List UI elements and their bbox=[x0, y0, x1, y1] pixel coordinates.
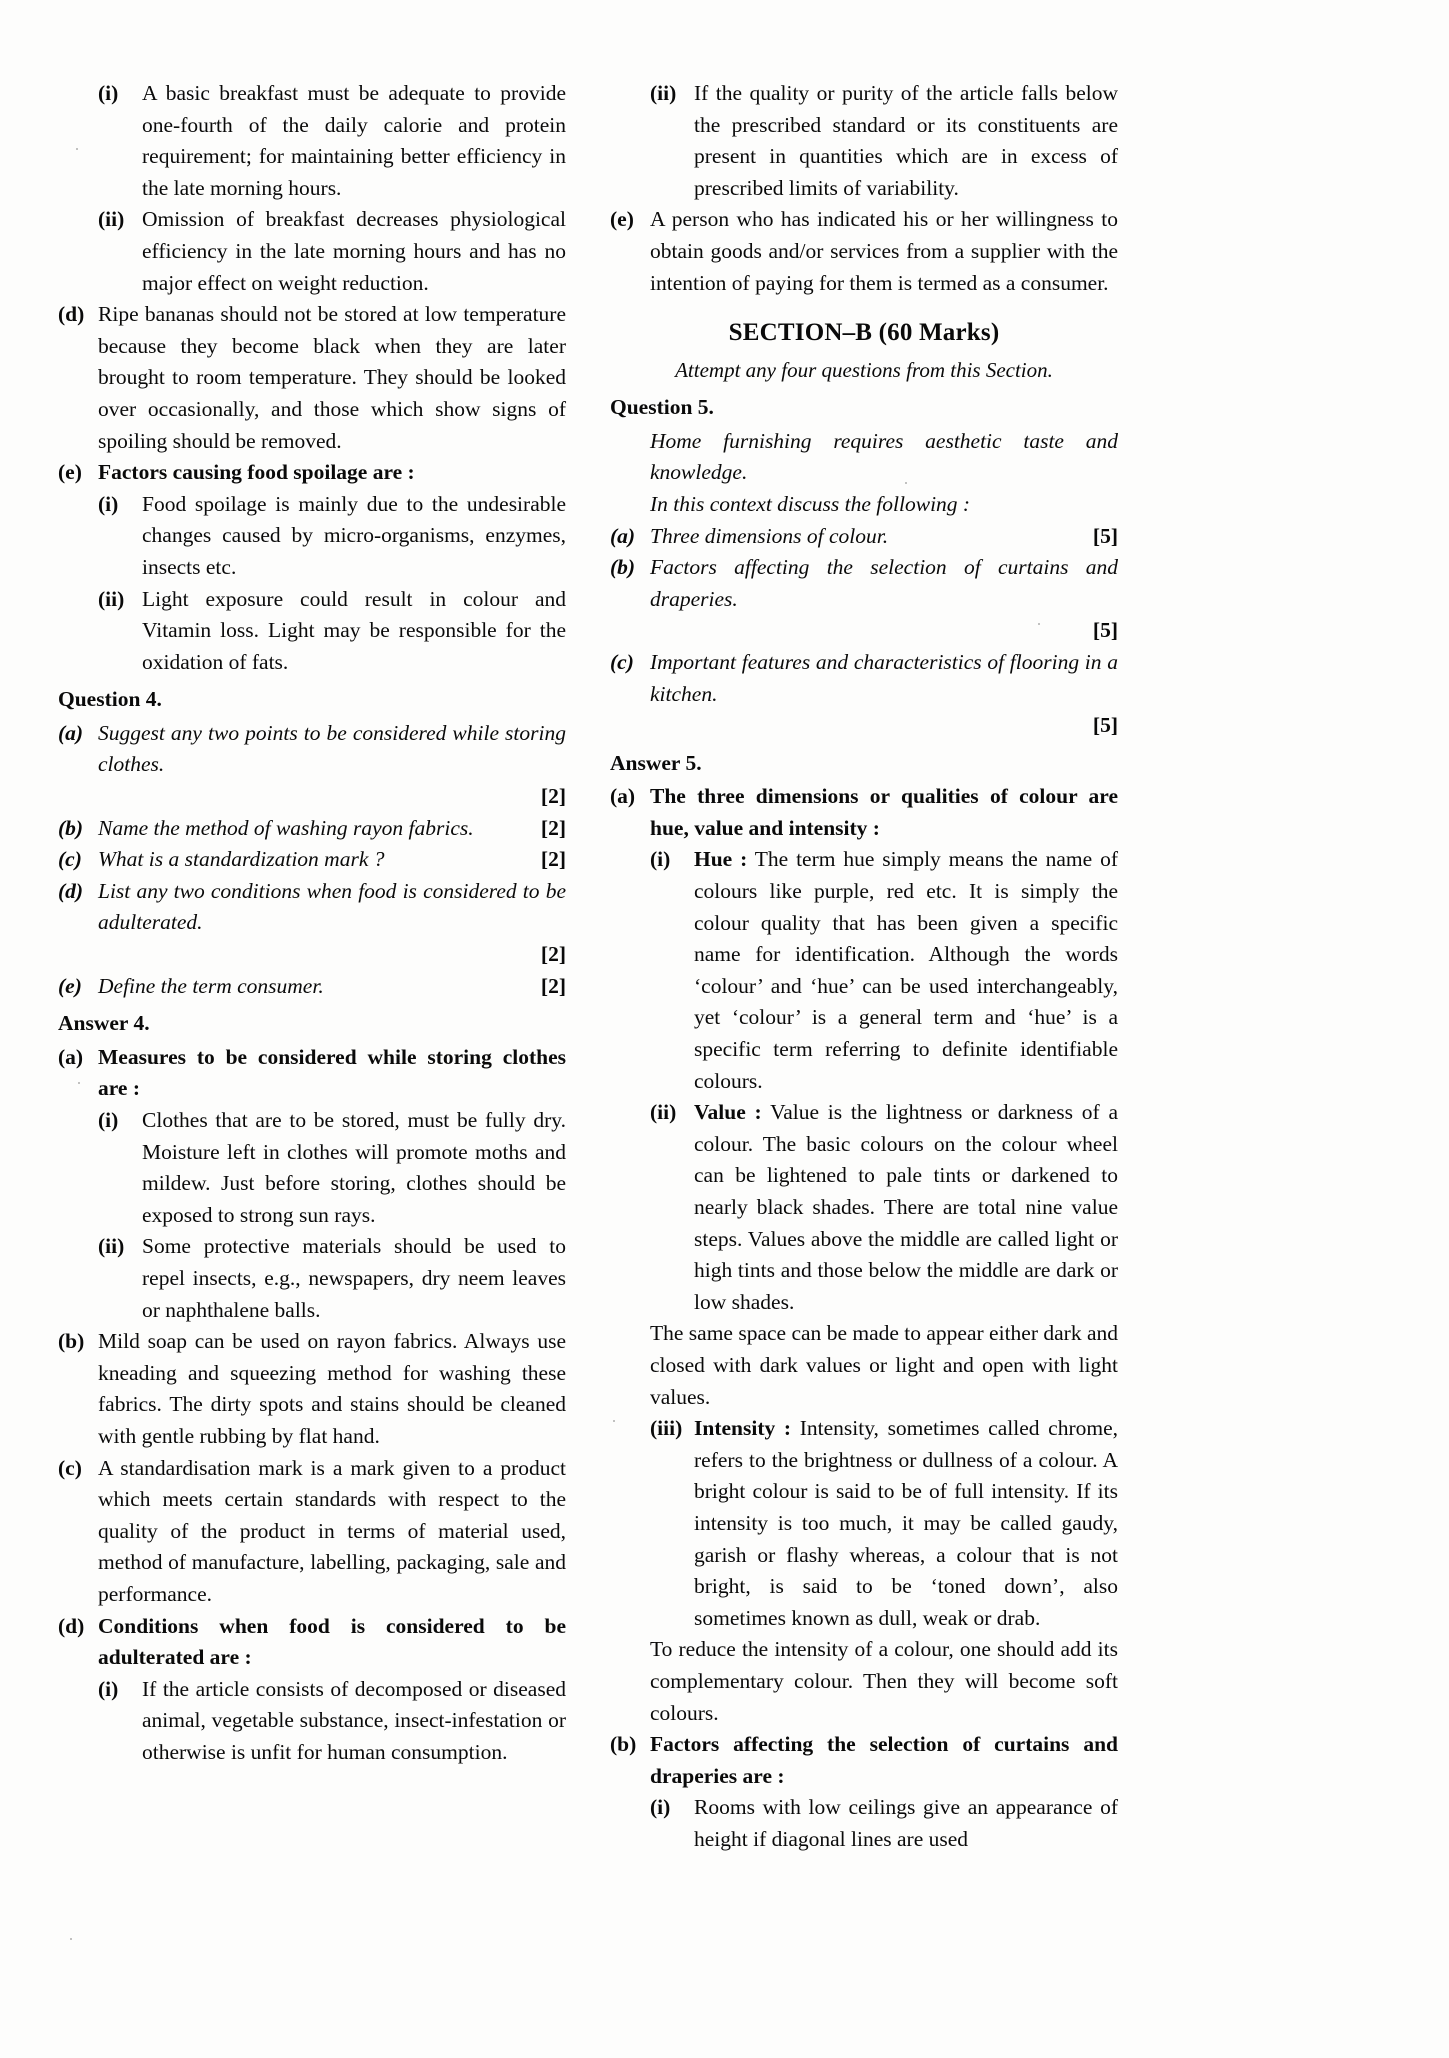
list-marker: (d) bbox=[58, 302, 85, 327]
paragraph bbox=[610, 1318, 1118, 1413]
list-marker: (ii) bbox=[98, 1234, 125, 1259]
scan-speck bbox=[76, 148, 78, 150]
question-intro-text: In this context discuss the following : bbox=[650, 491, 971, 516]
list-item bbox=[610, 1097, 1118, 1318]
list-item bbox=[58, 489, 566, 584]
list-text: Clothes that are to be stored, must be fully dry. Moisture left in clothes will promote moths and mildew. Just before storing, clothes should be exposed to strong sun rays. bbox=[142, 1108, 566, 1227]
list-text-rest: Value is the lightness or darkness of a colour. The basic colours on the colour wheel can be lightened to pale tints or darkened to nearly black shades. There are total nine value steps. Values above the middle are called light or high tints and those below the middle are dark or low shades. bbox=[694, 1100, 1118, 1314]
question-item bbox=[58, 971, 566, 1003]
list-marker: (i) bbox=[650, 1795, 671, 1820]
list-item bbox=[58, 1674, 566, 1769]
marks-value: [2] bbox=[540, 847, 566, 872]
paragraph-text: The same space can be made to appear either dark and closed with dark values or light and open with light values. bbox=[650, 1321, 1118, 1409]
list-marker: (c) bbox=[58, 1455, 82, 1480]
marks-value: [2] bbox=[540, 784, 566, 809]
question-text: What is a standardization mark ? bbox=[98, 847, 385, 872]
marks-value: [2] bbox=[540, 942, 566, 967]
list-marker: (a) bbox=[58, 1044, 84, 1069]
term-lead: Intensity : bbox=[694, 1416, 792, 1441]
list-marker: (b) bbox=[610, 555, 636, 580]
list-marker: (d) bbox=[58, 878, 84, 903]
list-text bbox=[694, 1097, 1118, 1318]
list-item bbox=[58, 1611, 566, 1674]
list-item bbox=[58, 204, 566, 299]
list-marker: (c) bbox=[610, 649, 634, 674]
question-text: List any two conditions when food is considered to be adulterated. bbox=[98, 878, 566, 935]
two-column-body bbox=[58, 78, 1388, 1855]
question-text: Factors affecting the selection of curtains and draperies. bbox=[650, 555, 1118, 611]
list-text: If the quality or purity of the article falls below the prescribed standard or its constituents are present in quantities which are in excess of prescribed limits of variability. bbox=[694, 81, 1118, 200]
list-text: Food spoilage is mainly due to the undesirable changes caused by micro-organisms, enzymes, insects etc. bbox=[142, 491, 566, 579]
list-item bbox=[58, 1326, 566, 1452]
question-item bbox=[610, 521, 1118, 553]
list-text: A basic breakfast must be adequate to provide one-fourth of the daily calorie and protein requirement; for maintaining better efficiency in the late morning hours. bbox=[142, 81, 566, 200]
question-item bbox=[610, 552, 1118, 647]
list-marker: (i) bbox=[650, 847, 671, 872]
marks-value: [5] bbox=[1092, 713, 1118, 738]
list-text: Measures to be considered while storing clothes are : bbox=[98, 1044, 566, 1101]
question-heading: Question 5. bbox=[610, 395, 714, 420]
list-text: Some protective materials should be used to repel insects, e.g., newspapers, dry neem leaves or naphthalene balls. bbox=[142, 1234, 566, 1322]
list-marker: (e) bbox=[58, 973, 82, 998]
list-marker: (i) bbox=[98, 81, 119, 105]
scan-speck bbox=[78, 1082, 80, 1084]
paragraph-text: To reduce the intensity of a colour, one should add its complementary colour. Then they will become soft colours. bbox=[650, 1637, 1118, 1725]
list-item bbox=[610, 844, 1118, 1097]
list-text-rest: Intensity, sometimes called chrome, refers to the brightness or dullness of a colour. A bright colour is said to be of full intensity. If its intensity is too much, it may be called gaudy, garish or flashy whereas, a colour that is not bright, is said to be ‘toned down’, also sometimes known as dull, weak or drab. bbox=[694, 1416, 1118, 1630]
list-marker: (i) bbox=[98, 1108, 119, 1132]
list-marker: (iii) bbox=[650, 1416, 683, 1441]
list-marker: (b) bbox=[58, 815, 84, 840]
list-text: A person who has indicated his or her willingness to obtain goods and/or services from a supplier with the intention of paying for them is termed as a consumer. bbox=[650, 207, 1118, 295]
marks-value: [5] bbox=[1092, 618, 1118, 643]
list-item bbox=[610, 1792, 1118, 1855]
list-marker: (ii) bbox=[98, 586, 125, 611]
list-marker: (e) bbox=[58, 460, 82, 485]
list-item bbox=[610, 781, 1118, 844]
marks-value: [2] bbox=[540, 973, 566, 998]
list-text-rest: The term hue simply means the name of colours like purple, red etc. It is simply the colour quality that has been given a specific name for identification. Although the words ‘colour’ and ‘hue’ can be used interchangeably, yet ‘colour’ is a general term and ‘hue’ is a specific term referring to definite identifiable colours. bbox=[694, 847, 1118, 1093]
scan-speck bbox=[1038, 623, 1040, 625]
term-lead: Hue : bbox=[694, 847, 748, 872]
question-text: Three dimensions of colour. bbox=[650, 523, 889, 548]
right-column bbox=[610, 78, 1118, 1855]
left-column bbox=[58, 78, 566, 1855]
list-item bbox=[58, 1231, 566, 1326]
section-instruction: Attempt any four questions from this Section. bbox=[675, 358, 1053, 383]
list-item bbox=[610, 78, 1118, 204]
question-intro-text: Home furnishing requires aesthetic taste and knowledge. bbox=[650, 428, 1118, 485]
list-marker: (b) bbox=[58, 1329, 85, 1354]
list-marker: (i) bbox=[98, 1676, 119, 1701]
paragraph bbox=[610, 1634, 1118, 1729]
list-marker: (ii) bbox=[98, 207, 125, 232]
list-text: Rooms with low ceilings give an appearance of height if diagonal lines are used bbox=[694, 1795, 1118, 1851]
section-heading: SECTION–B (60 Marks) bbox=[728, 319, 1000, 347]
list-text bbox=[694, 1413, 1118, 1634]
question-item bbox=[610, 647, 1118, 742]
list-marker: (a) bbox=[610, 784, 636, 809]
list-item bbox=[58, 457, 566, 489]
list-item bbox=[610, 204, 1118, 299]
list-text: The three dimensions or qualities of colour are hue, value and intensity : bbox=[650, 784, 1118, 840]
question-item bbox=[58, 718, 566, 813]
list-item bbox=[58, 1105, 566, 1231]
list-text bbox=[694, 844, 1118, 1097]
list-text: If the article consists of decomposed or diseased animal, vegetable substance, insect-infestation or otherwise is unfit for human consumption. bbox=[142, 1676, 566, 1764]
answer-heading: Answer 5. bbox=[610, 750, 702, 775]
list-text: Conditions when food is considered to be adulterated are : bbox=[98, 1613, 566, 1670]
question-text: Name the method of washing rayon fabrics. bbox=[98, 815, 474, 840]
list-item bbox=[58, 78, 566, 204]
list-item bbox=[58, 584, 566, 679]
list-item bbox=[58, 299, 566, 457]
question-intro bbox=[610, 489, 1118, 521]
question-item bbox=[58, 813, 566, 845]
list-item bbox=[58, 1453, 566, 1611]
list-marker: (b) bbox=[610, 1732, 637, 1757]
scan-speck bbox=[70, 1938, 72, 1940]
list-marker: (ii) bbox=[650, 81, 677, 105]
list-marker: (d) bbox=[58, 1613, 85, 1638]
list-text: A standardisation mark is a mark given to a product which meets certain standards with respect to the quality of the product in terms of material used, method of manufacture, labelling, packaging, sale and performance. bbox=[98, 1455, 566, 1606]
list-item bbox=[58, 1042, 566, 1105]
list-text: Omission of breakfast decreases physiological efficiency in the late morning hours and has no major effect on weight reduction. bbox=[142, 207, 566, 295]
term-lead: Value : bbox=[694, 1100, 762, 1125]
question-intro bbox=[610, 426, 1118, 489]
scan-speck bbox=[613, 1420, 615, 1422]
marks-value: [5] bbox=[1092, 523, 1118, 548]
list-marker: (c) bbox=[58, 847, 82, 872]
question-item bbox=[58, 876, 566, 971]
list-item bbox=[610, 1413, 1118, 1634]
list-text: Factors affecting the selection of curtains and draperies are : bbox=[650, 1732, 1118, 1788]
question-text: Important features and characteristics of flooring in a kitchen. bbox=[650, 649, 1118, 706]
list-text: Factors causing food spoilage are : bbox=[98, 460, 415, 485]
answer-heading: Answer 4. bbox=[58, 1011, 150, 1036]
question-text: Suggest any two points to be considered while storing clothes. bbox=[98, 720, 566, 777]
list-marker: (i) bbox=[98, 491, 119, 516]
list-item bbox=[610, 1729, 1118, 1792]
marks-value: [2] bbox=[540, 815, 566, 840]
list-marker: (e) bbox=[610, 207, 634, 232]
question-heading: Question 4. bbox=[58, 687, 162, 712]
list-text: Light exposure could result in colour and Vitamin loss. Light may be responsible for the oxidation of fats. bbox=[142, 586, 566, 674]
question-text: Define the term consumer. bbox=[98, 973, 324, 998]
list-text: Mild soap can be used on rayon fabrics. Always use kneading and squeezing method for washing these fabrics. The dirty spots and stains should be cleaned with gentle rubbing by flat hand. bbox=[98, 1329, 566, 1448]
scan-speck bbox=[905, 482, 907, 484]
list-text: Ripe bananas should not be stored at low temperature because they become black when they are later brought to room temperature. They should be looked over occasionally, and those which show signs of spoiling should be removed. bbox=[98, 302, 566, 453]
list-marker: (a) bbox=[58, 720, 84, 745]
list-marker: (ii) bbox=[650, 1100, 677, 1125]
question-item bbox=[58, 844, 566, 876]
list-marker: (a) bbox=[610, 523, 636, 548]
